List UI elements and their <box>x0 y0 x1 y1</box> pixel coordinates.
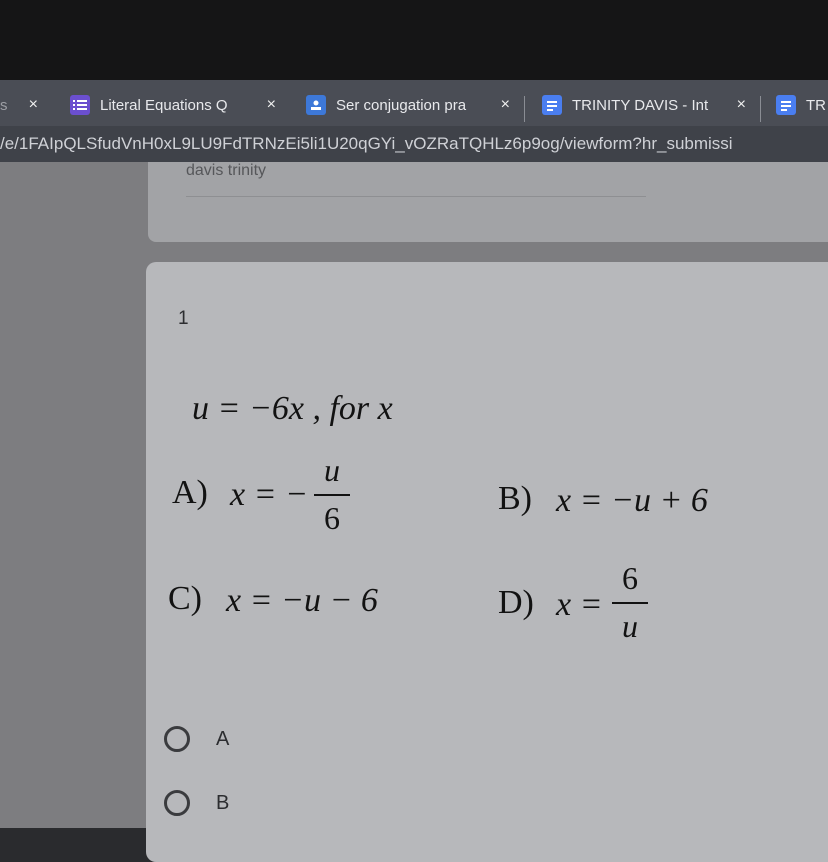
choice-d-letter: D) <box>498 584 534 621</box>
radio-option-b[interactable] <box>164 790 190 816</box>
tab-partial-right[interactable] <box>776 88 828 122</box>
tab-label: s <box>0 96 8 114</box>
docs-icon <box>542 95 562 115</box>
tab-trinity-davis[interactable] <box>542 88 746 122</box>
choice-b-expr: x = −u + 6 <box>556 482 708 519</box>
docs-icon <box>776 95 796 115</box>
address-bar[interactable] <box>0 126 828 162</box>
choice-c-expr: x = −u − 6 <box>226 582 378 619</box>
tab-separator <box>524 96 525 122</box>
tab-label: TRINITY DAVIS - Int <box>572 96 709 114</box>
choice-d-expr: x = <box>556 586 603 623</box>
tab-ser-conjugation[interactable] <box>306 88 510 122</box>
choice-d-numerator: 6 <box>622 560 638 596</box>
choice-a-letter: A) <box>172 474 208 511</box>
classroom-assignment-icon <box>306 95 326 115</box>
close-icon[interactable]: × <box>266 96 276 113</box>
close-icon[interactable]: × <box>28 96 38 113</box>
radio-option-a[interactable] <box>164 726 190 752</box>
choice-d-fraction-bar <box>612 602 648 604</box>
close-icon[interactable]: × <box>500 96 510 113</box>
tab-label: TR <box>806 96 826 114</box>
radio-label-a[interactable]: A <box>216 728 230 750</box>
question-prompt: u = −6x , for x <box>192 390 393 427</box>
tab-literal-equations[interactable] <box>70 88 276 122</box>
forms-list-icon <box>70 95 90 115</box>
tab-label: Literal Equations Q <box>100 96 228 114</box>
question-card <box>146 262 828 862</box>
choice-c-letter: C) <box>168 580 202 617</box>
tab-separator <box>760 96 761 122</box>
choice-b-letter: B) <box>498 480 532 517</box>
radio-label-b[interactable]: B <box>216 792 230 814</box>
tab-partial-left[interactable] <box>0 88 44 122</box>
url-text: /e/1FAIpQLSfudVnH0xL9LU9FdTRNzEi5li1U20qGYi_vOZRaTQHLz6p9og/viewform?hr_submissi <box>0 134 733 153</box>
screen-bezel <box>0 0 828 80</box>
choice-a-denominator: 6 <box>324 500 340 536</box>
question-number: 1 <box>178 308 189 329</box>
previous-answer-text: davis trinity <box>186 162 267 179</box>
answer-underline <box>186 196 646 197</box>
choice-a-fraction-bar <box>314 494 350 496</box>
choice-a-numerator: u <box>324 452 340 488</box>
tab-label: Ser conjugation pra <box>336 96 467 114</box>
choice-d-denominator: u <box>622 608 638 644</box>
choice-a-expr: x = − <box>230 476 308 513</box>
close-icon[interactable]: × <box>736 96 746 113</box>
